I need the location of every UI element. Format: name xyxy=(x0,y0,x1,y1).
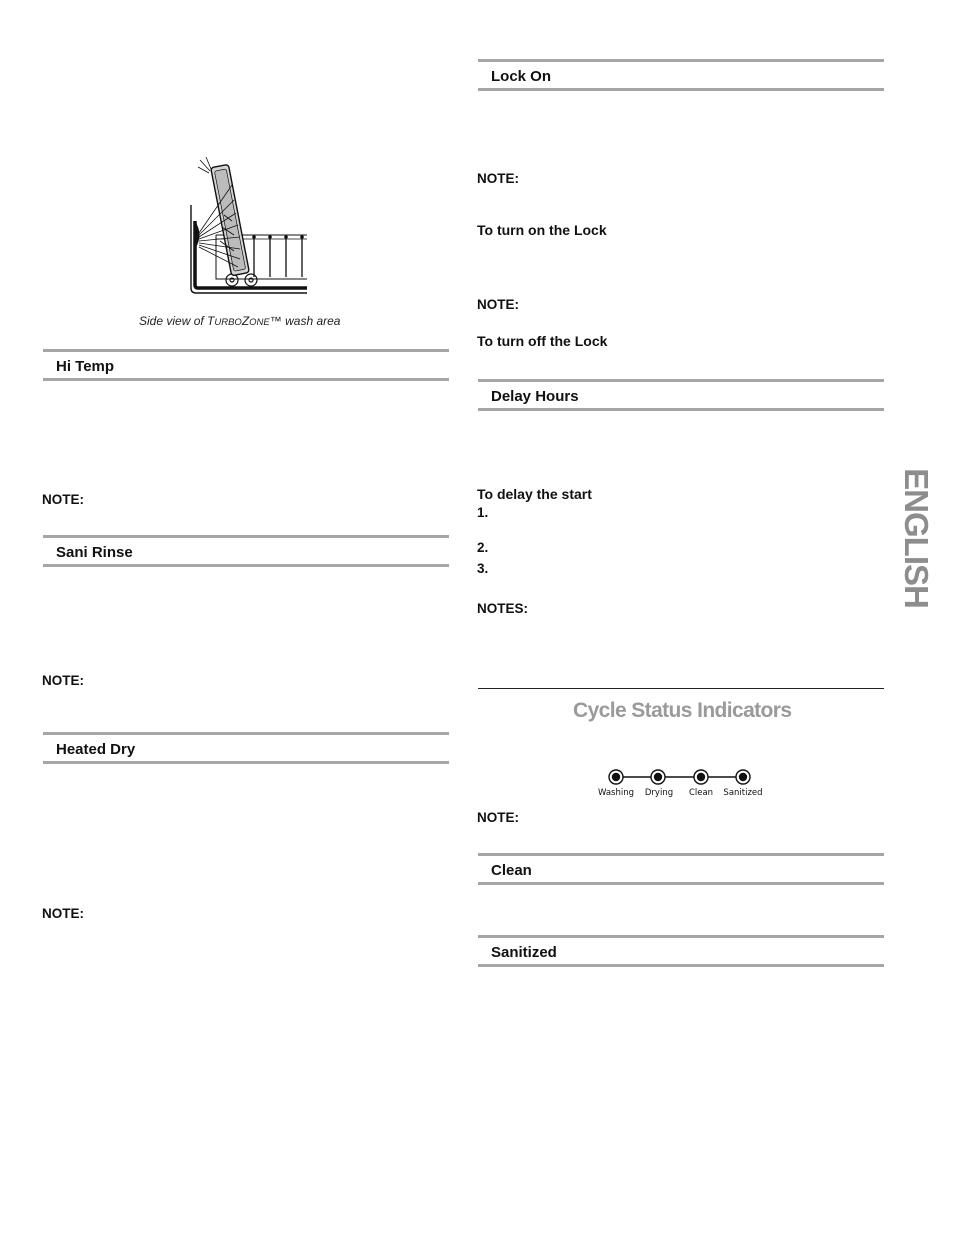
language-side-tab xyxy=(893,448,939,628)
indicator-label: Sanitized xyxy=(723,788,763,798)
step-number: 3. xyxy=(477,561,489,576)
indicator-washing xyxy=(609,770,623,784)
sani-rinse-note: NOTE: xyxy=(42,673,84,688)
caption-small-caps: URBO xyxy=(214,317,242,328)
delay-notes: NOTES: xyxy=(477,601,529,616)
turbozone-diagram-icon xyxy=(186,155,311,297)
hi-temp-note: NOTE: xyxy=(42,492,84,507)
caption-text: ™ wash area xyxy=(269,314,341,328)
delay-hours-title: Delay Hours xyxy=(491,388,579,405)
delay-start-heading: To delay the start xyxy=(477,486,592,502)
lock-on-title: Lock On xyxy=(491,68,552,85)
turn-on-lock-heading: To turn on the Lock xyxy=(477,222,607,238)
indicator-sanitized xyxy=(736,770,750,784)
lock-on-note: NOTE: xyxy=(477,171,519,186)
sanitized-section-header xyxy=(478,935,884,967)
heated-dry-title: Heated Dry xyxy=(56,741,136,758)
heated-dry-section-header xyxy=(43,732,449,764)
hi-temp-section-header xyxy=(43,349,449,381)
status-indicator-icon xyxy=(596,766,768,800)
caption-small-caps: ONE xyxy=(249,317,270,328)
indicator-label: Clean xyxy=(688,788,714,798)
sani-rinse-section-header xyxy=(43,535,449,567)
lock-on-section-header xyxy=(478,59,884,91)
indicator-clean xyxy=(694,770,708,784)
heated-dry-note: NOTE: xyxy=(42,906,84,921)
lock-note-2: NOTE: xyxy=(477,297,519,312)
cycle-status-heading: Cycle Status Indicators xyxy=(573,699,792,722)
step-number: 2. xyxy=(477,540,489,555)
step-number: 1. xyxy=(477,505,489,520)
indicator-drying xyxy=(651,770,665,784)
section-divider xyxy=(478,688,884,689)
delay-hours-section-header xyxy=(478,379,884,411)
figure-caption xyxy=(139,314,340,328)
indicator-label: Washing xyxy=(597,788,635,798)
hi-temp-title: Hi Temp xyxy=(56,358,115,375)
sanitized-title: Sanitized xyxy=(491,944,557,961)
caption-text: Side view of T xyxy=(139,314,215,328)
cycle-status-note: NOTE: xyxy=(477,810,519,825)
indicator-label: Drying xyxy=(644,788,674,798)
caption-text: Z xyxy=(241,314,250,328)
language-label: ENGLISH xyxy=(898,468,935,608)
clean-section-header xyxy=(478,853,884,885)
sani-rinse-title: Sani Rinse xyxy=(56,544,133,561)
turn-off-lock-heading: To turn off the Lock xyxy=(477,333,608,349)
clean-title: Clean xyxy=(491,862,532,879)
